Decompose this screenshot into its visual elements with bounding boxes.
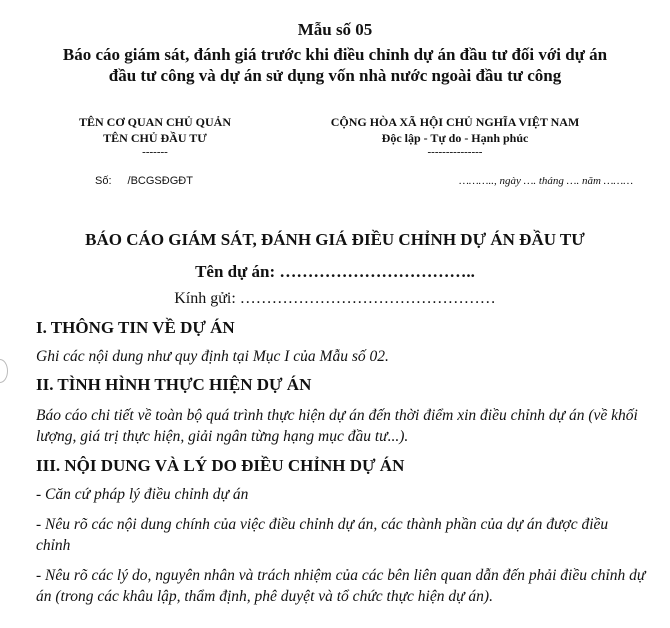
section-2-title: II. TÌNH HÌNH THỰC HIỆN DỰ ÁN	[36, 375, 312, 394]
section-1-title: I. THÔNG TIN VỀ DỰ ÁN	[36, 318, 235, 337]
document-number-label: Số:	[95, 175, 112, 187]
report-title: BÁO CÁO GIÁM SÁT, ĐÁNH GIÁ ĐIỀU CHỈNH DỰ ÁN ĐẦU TƯ	[85, 230, 585, 249]
date-line: ……….., ngày …. tháng …. năm ………	[459, 175, 633, 187]
section-3-title: III. NỘI DUNG VÀ LÝ DO ĐIỀU CHỈNH DỰ ÁN	[36, 456, 405, 475]
page-edge-mark	[0, 359, 8, 383]
document-heading-line-1: Báo cáo giám sát, đánh giá trước khi điều chỉnh dự án đầu tư đối với dự án	[62, 45, 608, 64]
section-3-bullet: - Nêu rõ các lý do, nguyên nhân và trách nhiệm của các bên liên quan dẫn đến phải điều chỉnh dự án (trong các khâu lập, thẩm định, phê duyệt và tổ chức thực hiện dự án).	[36, 567, 646, 605]
document-number-code: /BCGSĐGĐT	[127, 175, 193, 187]
agency-divider: -------	[142, 146, 168, 158]
form-number: Mẫu số 05	[297, 20, 373, 39]
document-heading-line-2: đầu tư công và dự án sử dụng vốn nhà nước ngoài đầu tư công	[108, 66, 562, 85]
national-motto: Độc lập - Tự do - Hạnh phúc	[381, 131, 529, 145]
national-motto-block	[310, 114, 600, 158]
section-1-text: Ghi các nội dung như quy định tại Mục I của Mẫu số 02.	[36, 348, 389, 365]
section-3-bullet: - Nêu rõ các nội dung chính của việc điều chỉnh dự án, các thành phần của dự án được điều chỉnh	[36, 516, 609, 554]
project-name-line: Tên dự án: ……………………………..	[195, 262, 475, 281]
nation-divider: ---------------	[427, 146, 483, 158]
document-number	[95, 175, 193, 187]
agency-name: TÊN CƠ QUAN CHỦ QUẢN	[78, 115, 231, 129]
recipient-line: Kính gửi: …………………………………………	[174, 290, 496, 307]
section-3-bullet: - Căn cứ pháp lý điều chỉnh dự án	[36, 486, 249, 503]
section-2-text: Báo cáo chi tiết về toàn bộ quá trình thực hiện dự án đến thời điểm xin điều chỉnh dự án (về khối lượng, giá trị thực hiện, giải ngân từng hạng mục đầu tư...).	[36, 407, 638, 445]
country-name: CỘNG HÒA XÃ HỘI CHỦ NGHĨA VIỆT NAM	[330, 115, 580, 129]
investor-name: TÊN CHỦ ĐẦU TƯ	[103, 131, 207, 145]
agency-block	[40, 114, 270, 158]
